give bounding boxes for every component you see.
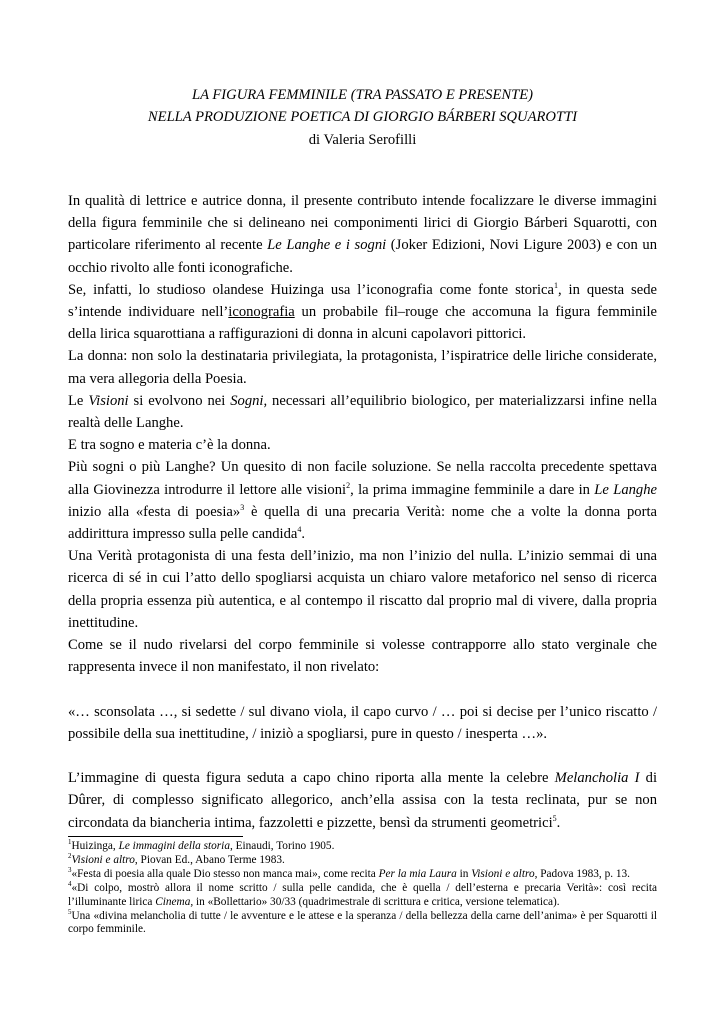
text: , in questa sede s’intende individuare nell’ bbox=[68, 281, 657, 321]
footnote-3 bbox=[68, 868, 657, 882]
spacer bbox=[68, 745, 657, 767]
paragraph-melancholia bbox=[68, 767, 657, 834]
book-title: Le Langhe bbox=[594, 481, 657, 498]
footnote-ref-1[interactable]: 1 bbox=[553, 280, 558, 290]
title-line-2 bbox=[68, 106, 657, 128]
paragraph-verita: Una Verità protagonista di una festa dell’inizio, ma non l’inizio del nulla. L’inizio semmai di una ricerca di sé in cui l’atto dello spogliarsi acquista un chiaro valore metaforico nel senso di ricerca della propria essenza più autentica, e al contempo il riscatto dal proprio mal di vivere, dalla propria inettitudine. bbox=[68, 548, 657, 631]
paragraph-langhe bbox=[68, 456, 657, 545]
text: è quella di una precaria Verità: nome che a volte la donna porta addirittura impresso sulla pelle candida bbox=[68, 503, 657, 543]
paragraph-sogno: E tra sogno e materia c’è la donna. bbox=[68, 437, 271, 454]
title-text-1: LA FIGURA FEMMINILE (TRA PASSATO E PRESENTE) bbox=[191, 87, 534, 103]
underlined-word: iconografia bbox=[228, 304, 295, 321]
title-text-2: NELLA PRODUZIONE POETICA DI GIORGIO BÁRBERI SQUAROTTI bbox=[147, 109, 578, 125]
text: , la prima immagine femminile a dare in bbox=[350, 481, 595, 498]
footnote-4 bbox=[68, 879, 657, 910]
quotation: «… sconsolata …, si sedette / sul divano viola, il capo curvo / … poi si decise per l’unico riscatto / possibile della sua inettitudine, / iniziò a spogliarsi, pure in questo / inesperta …». bbox=[68, 703, 657, 742]
text: . bbox=[301, 526, 306, 543]
paragraph-visioni bbox=[68, 390, 657, 434]
book-title: Le immagini della storia bbox=[118, 840, 230, 852]
text: «Festa di poesia alla quale Dio stesso non manca mai», come recita bbox=[71, 867, 379, 880]
text: (Joker Edizioni, Novi Ligure 2003) e con un occhio rivolto alle fonti iconografiche. bbox=[68, 237, 657, 276]
text: di Dûrer, di complesso significato allegorico, anch’ella assisa con la testa reclinata, pur se non circondata da biancheria intima, fazzoletti e pizzette, bensì da strumenti geometrici bbox=[68, 770, 658, 831]
text: Huizinga, bbox=[71, 840, 119, 852]
book-title: Visioni e altro bbox=[71, 853, 135, 866]
footnote-ref-3[interactable]: 3 bbox=[240, 502, 245, 512]
title-line-1 bbox=[68, 84, 657, 106]
text: necessari all’equilibrio biologico, per materializzarsi infine nella realtà delle Langhe. bbox=[68, 392, 657, 432]
author-line bbox=[68, 129, 657, 151]
text: L’immagine di questa figura seduta a capo chino riporta alla mente la celebre bbox=[68, 770, 555, 787]
book-title: Le Langhe e i sogni bbox=[267, 237, 387, 254]
text: Le bbox=[68, 392, 89, 409]
footnote-2 bbox=[68, 854, 657, 868]
paragraph-huizinga bbox=[68, 279, 657, 346]
footnote-number: 4 bbox=[68, 879, 72, 888]
footnote-ref-4[interactable]: 4 bbox=[297, 525, 302, 535]
author-name: di Valeria Serofilli bbox=[308, 132, 417, 148]
text: In qualità di lettrice e autrice donna, il presente contributo intende focalizzare le diverse immagini della figura femminile che si delineano nei componimenti lirici di Giorgio Bárberi Squarotti, con particolare riferimento al recente bbox=[68, 193, 657, 254]
footnote-number: 2 bbox=[68, 852, 72, 861]
footnote-separator bbox=[68, 836, 243, 837]
paragraph-intro bbox=[68, 190, 657, 279]
book-title: Visioni bbox=[88, 392, 129, 409]
footnotes bbox=[68, 840, 657, 937]
text: «Di colpo, mostrò allora il nome scritto / sulla pelle candida, che è quella / dell’esterna e precaria Verità»: così recita l’illuminante lirica bbox=[68, 881, 657, 908]
footnote-5 bbox=[68, 907, 657, 938]
book-title: Per la mia Laura bbox=[378, 867, 457, 880]
footnote-number: 3 bbox=[68, 866, 72, 875]
book-title: Cinema, bbox=[155, 895, 194, 908]
book-title: Sogni, bbox=[230, 392, 268, 409]
artwork-title: Melancholia I bbox=[554, 770, 640, 787]
text: un probabile fil–rouge che accomuna la figura femminile della lirica squarottiana a raffigurazioni di donna in alcuni capolavori pittorici. bbox=[68, 304, 657, 343]
text: in «Bollettario» 30/33 (quadrimestrale di scrittura e critica, versione telematica). bbox=[193, 895, 560, 908]
spacer bbox=[68, 678, 657, 700]
book-title: Visioni e altro bbox=[471, 867, 535, 880]
paragraph-nudo: Come se il nudo rivelarsi del corpo femminile si volesse contrapporre allo stato verginale che rappresenta invece il non manifestato, il non rivelato: bbox=[68, 637, 657, 676]
text: Se, infatti, lo studioso olandese Huizinga usa l’iconografia come fonte storica bbox=[68, 281, 554, 298]
text: , Piovan Ed., Abano Terme 1983. bbox=[134, 853, 285, 866]
text: , Einaudi, Torino 1905. bbox=[229, 840, 335, 852]
article-body bbox=[68, 190, 657, 834]
footnote-ref-5[interactable]: 5 bbox=[552, 813, 557, 823]
text: Una «divina melancholia di tutte / le avventure e le attese e la speranza / della bellezza della carne dell’anima» è per Squarotti il corpo femminile. bbox=[68, 909, 657, 936]
text: . bbox=[556, 814, 561, 831]
footnote-1 bbox=[68, 840, 657, 854]
text: in bbox=[456, 867, 472, 880]
paragraph-donna: La donna: non solo la destinataria privilegiata, la protagonista, l’ispiratrice delle liriche considerate, ma vera allegoria della Poesia. bbox=[68, 348, 657, 387]
text: Più sogni o più Langhe? Un quesito di non facile soluzione. Se nella raccolta precedente spettava alla Giovinezza introdurre il lettore alle visioni bbox=[68, 459, 657, 498]
text: inizio alla «festa di poesia» bbox=[68, 503, 241, 520]
footnote-ref-2[interactable]: 2 bbox=[346, 480, 351, 490]
text: si evolvono nei bbox=[128, 392, 231, 409]
footnote-number: 5 bbox=[68, 907, 72, 916]
text: , Padova 1983, p. 13. bbox=[534, 867, 630, 880]
footnote-number: 1 bbox=[68, 838, 72, 847]
